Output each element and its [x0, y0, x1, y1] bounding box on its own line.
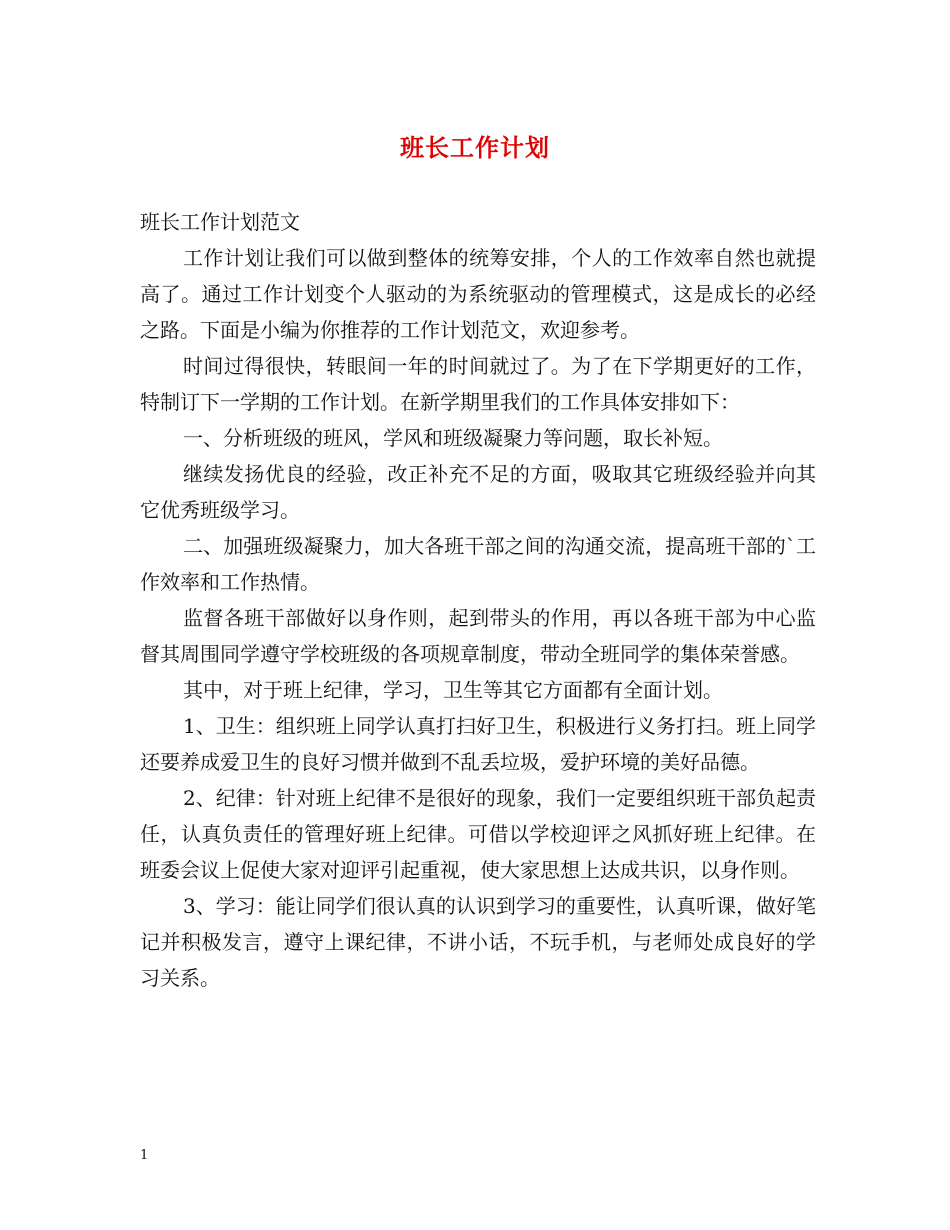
- paragraph-continue: 继续发扬优良的经验，改正补充不足的方面，吸取其它班级经验并向其它优秀班级学习。: [140, 462, 816, 522]
- paragraph-time: 时间过得很快，转眼间一年的时间就过了。为了在下学期更好的工作，特制订下一学期的工作计划。在新学期里我们的工作具体安排如下：: [140, 354, 816, 414]
- paragraph-hygiene: 1、卫生：组织班上同学认真打扫好卫生，积极进行义务打扫。班上同学还要养成爱卫生的良好习惯并做到不乱丢垃圾，爱护环境的美好品德。: [140, 714, 816, 774]
- document-title: 班长工作计划: [400, 133, 550, 162]
- paragraph-supervise: 监督各班干部做好以身作则，起到带头的作用，再以各班干部为中心监督其周围同学遵守学校班级的各项规章制度，带动全班同学的集体荣誉感。: [140, 606, 816, 666]
- paragraph-section-two: 二、加强班级凝聚力，加大各班干部之间的沟通交流，提高班干部的`工作效率和工作热情。: [140, 534, 816, 594]
- document-subtitle: 班长工作计划范文: [140, 210, 300, 234]
- paragraph-overview: 其中，对于班上纪律，学习，卫生等其它方面都有全面计划。: [183, 678, 723, 702]
- paragraph-discipline: 2、纪律：针对班上纪律不是很好的现象，我们一定要组织班干部负起责任，认真负责任的管理好班上纪律。可借以学校迎评之风抓好班上纪律。在班委会议上促使大家对迎评引起重视，使大家思想上达成共识，以身作则。: [140, 786, 816, 882]
- paragraph-intro: 工作计划让我们可以做到整体的统筹安排，个人的工作效率自然也就提高了。通过工作计划变个人驱动的为系统驱动的管理模式，这是成长的必经之路。下面是小编为你推荐的工作计划范文，欢迎参考。: [140, 246, 816, 342]
- paragraph-study: 3、学习：能让同学们很认真的认识到学习的重要性，认真听课，做好笔记并积极发言，遵守上课纪律，不讲小话，不玩手机，与老师处成良好的学习关系。: [140, 894, 816, 990]
- paragraph-section-one: 一、分析班级的班风，学风和班级凝聚力等问题，取长补短。: [183, 426, 723, 450]
- page-number: 1: [140, 1148, 149, 1163]
- document-body: [140, 204, 816, 996]
